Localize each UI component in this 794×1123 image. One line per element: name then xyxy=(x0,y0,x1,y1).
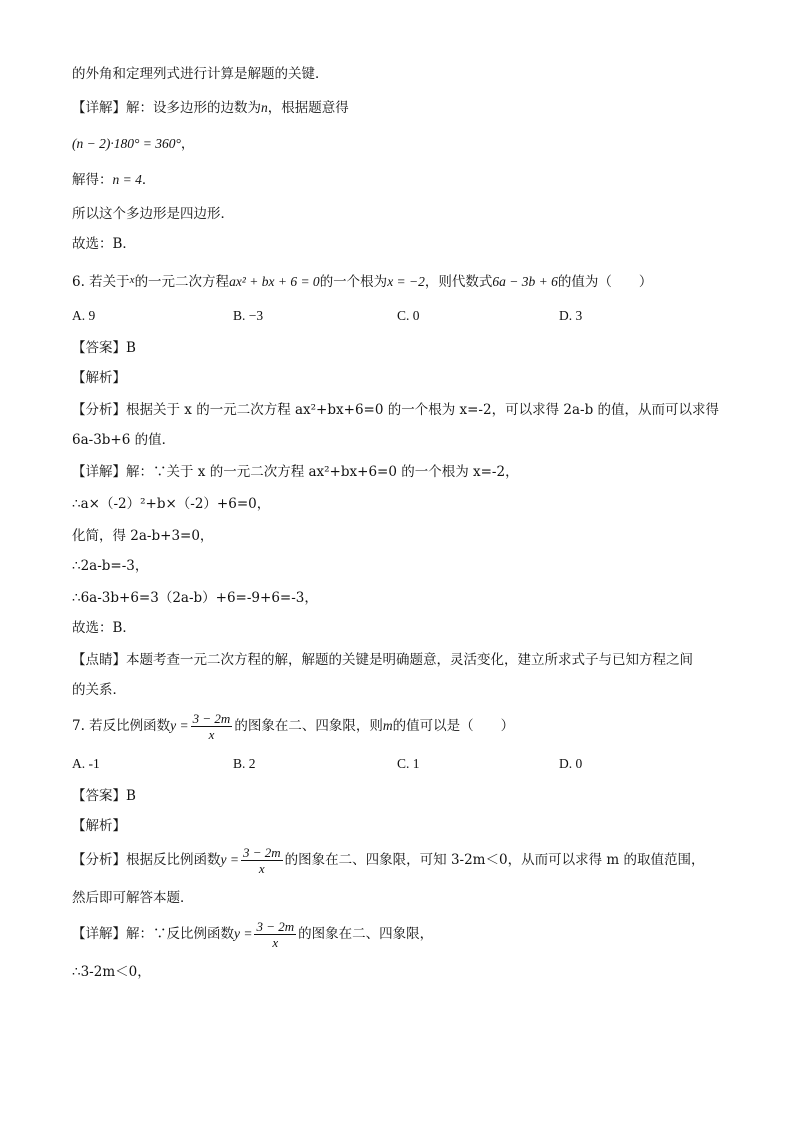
text-fragment: 的值可以是（ ） xyxy=(392,718,515,734)
text-line: 的外角和定理列式进行计算是解题的关键． xyxy=(72,66,329,82)
answer-line: 【答案】B xyxy=(72,340,136,356)
fraction-denominator: x xyxy=(272,935,279,950)
option-a: A. 9 xyxy=(72,308,96,323)
analysis-text xyxy=(72,842,704,878)
text-fragment: ，则代数式 xyxy=(424,274,493,290)
analysis-text: 然后即可解答本题． xyxy=(72,890,194,906)
comment-text: 的关系． xyxy=(72,682,126,698)
text-line xyxy=(72,170,155,190)
question-6-stem xyxy=(72,270,652,292)
text-fragment: ． xyxy=(141,172,156,188)
text-fragment: 解得： xyxy=(72,172,113,188)
math-expression: 6a − 3b + 6 xyxy=(492,274,558,289)
fraction xyxy=(254,919,296,950)
math-variable: n xyxy=(261,100,268,115)
text-fragment: ，根据题意得 xyxy=(267,100,349,116)
math-equation: x = −2 xyxy=(387,274,425,289)
fraction xyxy=(241,845,283,876)
detail-text: ∴6a-3b+6=3（2a-b）+6=-9+6=-3， xyxy=(72,590,318,606)
option-d: D. 3 xyxy=(559,308,583,323)
analysis-text: 【分析】根据关于 x 的一元二次方程 ax²+bx+6=0 的一个根为 x=-2，可以求得 2a-b 的值，从而可以求得 xyxy=(72,402,720,418)
text-fragment: 【详解】解：∵反比例函数 xyxy=(72,926,234,942)
conclusion-line: 故选：B． xyxy=(72,236,136,252)
fraction-numerator: 3 − 2m xyxy=(242,845,281,860)
option-b: B. −3 xyxy=(233,308,264,323)
text-fragment: 6. 若关于 xyxy=(72,274,130,290)
analysis-text: 6a-3b+6 的值． xyxy=(72,432,176,448)
analysis-label: 【解析】 xyxy=(72,818,126,834)
math-equation: n = 4 xyxy=(112,172,142,187)
text-fragment: 的值为（ ） xyxy=(557,274,653,290)
fraction-numerator: 3 − 2m xyxy=(192,711,231,726)
detail-text xyxy=(72,916,433,952)
option-b: B. 2 xyxy=(233,756,256,771)
text-fragment: 的图象在二、四象限， xyxy=(298,926,434,942)
comment-text: 【点睛】本题考查一元二次方程的解，解题的关键是明确题意，灵活变化，建立所求式子与已知方程之间 xyxy=(72,652,693,668)
conclusion-line: 故选：B． xyxy=(72,620,136,636)
text-fragment: 【分析】根据反比例函数 xyxy=(72,852,221,868)
math-variable: m xyxy=(382,718,393,733)
question-7-stem xyxy=(72,708,514,744)
math-equation: y = xyxy=(234,926,253,941)
fraction-denominator: x xyxy=(208,727,215,742)
detail-text: ∴3-2m＜0， xyxy=(72,964,151,980)
detail-text: 【详解】解：∵关于 x 的一元二次方程 ax²+bx+6=0 的一个根为 x=-2， xyxy=(72,464,519,480)
answer-line: 【答案】B xyxy=(72,788,136,804)
text-line: 所以这个多边形是四边形． xyxy=(72,206,234,222)
text-fragment: ， xyxy=(180,136,195,152)
text-fragment: 的一元二次方程 xyxy=(134,274,230,290)
analysis-label: 【解析】 xyxy=(72,370,126,386)
math-equation: (n − 2)·180° = 360° xyxy=(72,136,181,151)
option-d: D. 0 xyxy=(559,756,583,771)
fraction-denominator: x xyxy=(258,861,265,876)
math-equation: ax² + bx + 6 = 0 xyxy=(229,274,320,289)
detail-label: 【详解】解：设多边形的边数为 xyxy=(72,100,261,116)
text-fragment: 的图象在二、四象限，则 xyxy=(234,718,383,734)
text-fragment: 的一个根为 xyxy=(319,274,388,290)
detail-text: 化简，得 2a-b+3=0， xyxy=(72,528,214,544)
option-c: C. 0 xyxy=(397,308,420,323)
option-a: A. -1 xyxy=(72,756,100,771)
detail-text: ∴a×（-2）²+b×（-2）+6=0， xyxy=(72,496,271,512)
text-fragment: 7. 若反比例函数 xyxy=(72,718,171,734)
equation-line xyxy=(72,134,194,154)
detail-text: ∴2a-b=-3， xyxy=(72,558,149,574)
math-equation: y = xyxy=(170,718,189,733)
math-variable: x xyxy=(129,274,135,286)
option-c: C. 1 xyxy=(397,756,420,771)
math-equation: y = xyxy=(220,852,239,867)
text-fragment: 的图象在二、四象限，可知 3-2m＜0，从而可以求得 m 的取值范围， xyxy=(284,852,705,868)
fraction-numerator: 3 − 2m xyxy=(256,919,295,934)
text-line xyxy=(72,98,349,118)
fraction xyxy=(191,711,233,742)
